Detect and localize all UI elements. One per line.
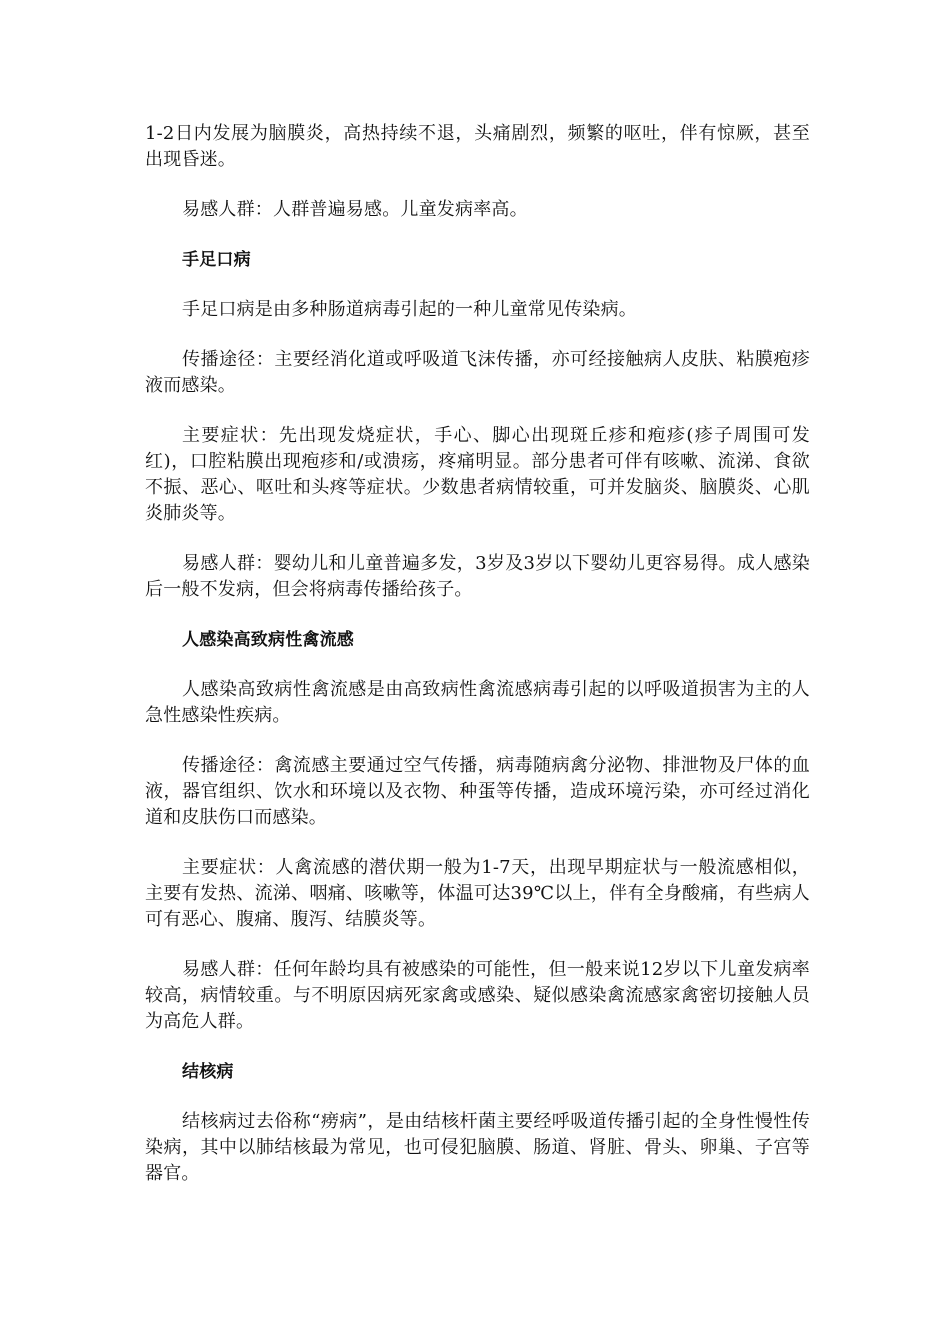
section-heading-hfmd: 手足口病 <box>182 250 251 270</box>
hfmd-definition: 手足口病是由多种肠道病毒引起的一种儿童常见传染病。 <box>182 299 637 320</box>
section-heading-tuberculosis: 结核病 <box>182 1062 234 1082</box>
intro-susceptible-population: 易感人群：人群普遍易感。儿童发病率高。 <box>182 199 528 220</box>
section-heading-avian-flu: 人感染高致病性禽流感 <box>182 630 354 650</box>
tuberculosis-definition: 结核病过去俗称“痨病”，是由结核杆菌主要经呼吸道传播引起的全身性慢性传染病，其中以肺结核最为常见，也可侵犯脑膜、肠道、肾脏、骨头、卵巢、子宫等器官。 <box>145 1111 810 1184</box>
avian-flu-definition: 人感染高致病性禽流感是由高致病性禽流感病毒引起的以呼吸道损害为主的人急性感染性疾病。 <box>145 679 810 726</box>
hfmd-susceptible-population: 易感人群：婴幼儿和儿童普遍多发，3岁及3岁以下婴幼儿更容易得。成人感染后一般不发病，但会将病毒传播给孩子。 <box>145 553 810 600</box>
avian-flu-susceptible-population: 易感人群：任何年龄均具有被感染的可能性，但一般来说12岁以下儿童发病率较高，病情较重。与不明原因病死家禽或感染、疑似感染禽流感家禽密切接触人员为高危人群。 <box>145 959 810 1032</box>
intro-paragraph-continuation: 1-2日内发展为脑膜炎，高热持续不退，头痛剧烈，频繁的呕吐，伴有惊厥，甚至出现昏迷。 <box>145 123 810 170</box>
avian-flu-symptoms: 主要症状：人禽流感的潜伏期一般为1-7天，出现早期症状与一般流感相似，主要有发热、流涕、咽痛、咳嗽等，体温可达39℃以上，伴有全身酸痛，有些病人可有恶心、腹痛、腹泻、结膜炎等。 <box>145 857 810 930</box>
hfmd-transmission: 传播途径：主要经消化道或呼吸道飞沫传播，亦可经接触病人皮肤、粘膜疱疹液而感染。 <box>145 349 810 396</box>
document-body <box>145 121 810 1211</box>
avian-flu-transmission: 传播途径：禽流感主要通过空气传播，病毒随病禽分泌物、排泄物及尸体的血液，器官组织、饮水和环境以及衣物、种蛋等传播，造成环境污染，亦可经过消化道和皮肤伤口而感染。 <box>145 755 810 828</box>
hfmd-symptoms: 主要症状：先出现发烧症状，手心、脚心出现斑丘疹和疱疹(疹子周围可发红)，口腔粘膜出现疱疹和/或溃疡，疼痛明显。部分患者可伴有咳嗽、流涕、食欲不振、恶心、呕吐和头疼等症状。少数患者病情较重，可并发脑炎、脑膜炎、心肌炎肺炎等。 <box>145 425 810 524</box>
